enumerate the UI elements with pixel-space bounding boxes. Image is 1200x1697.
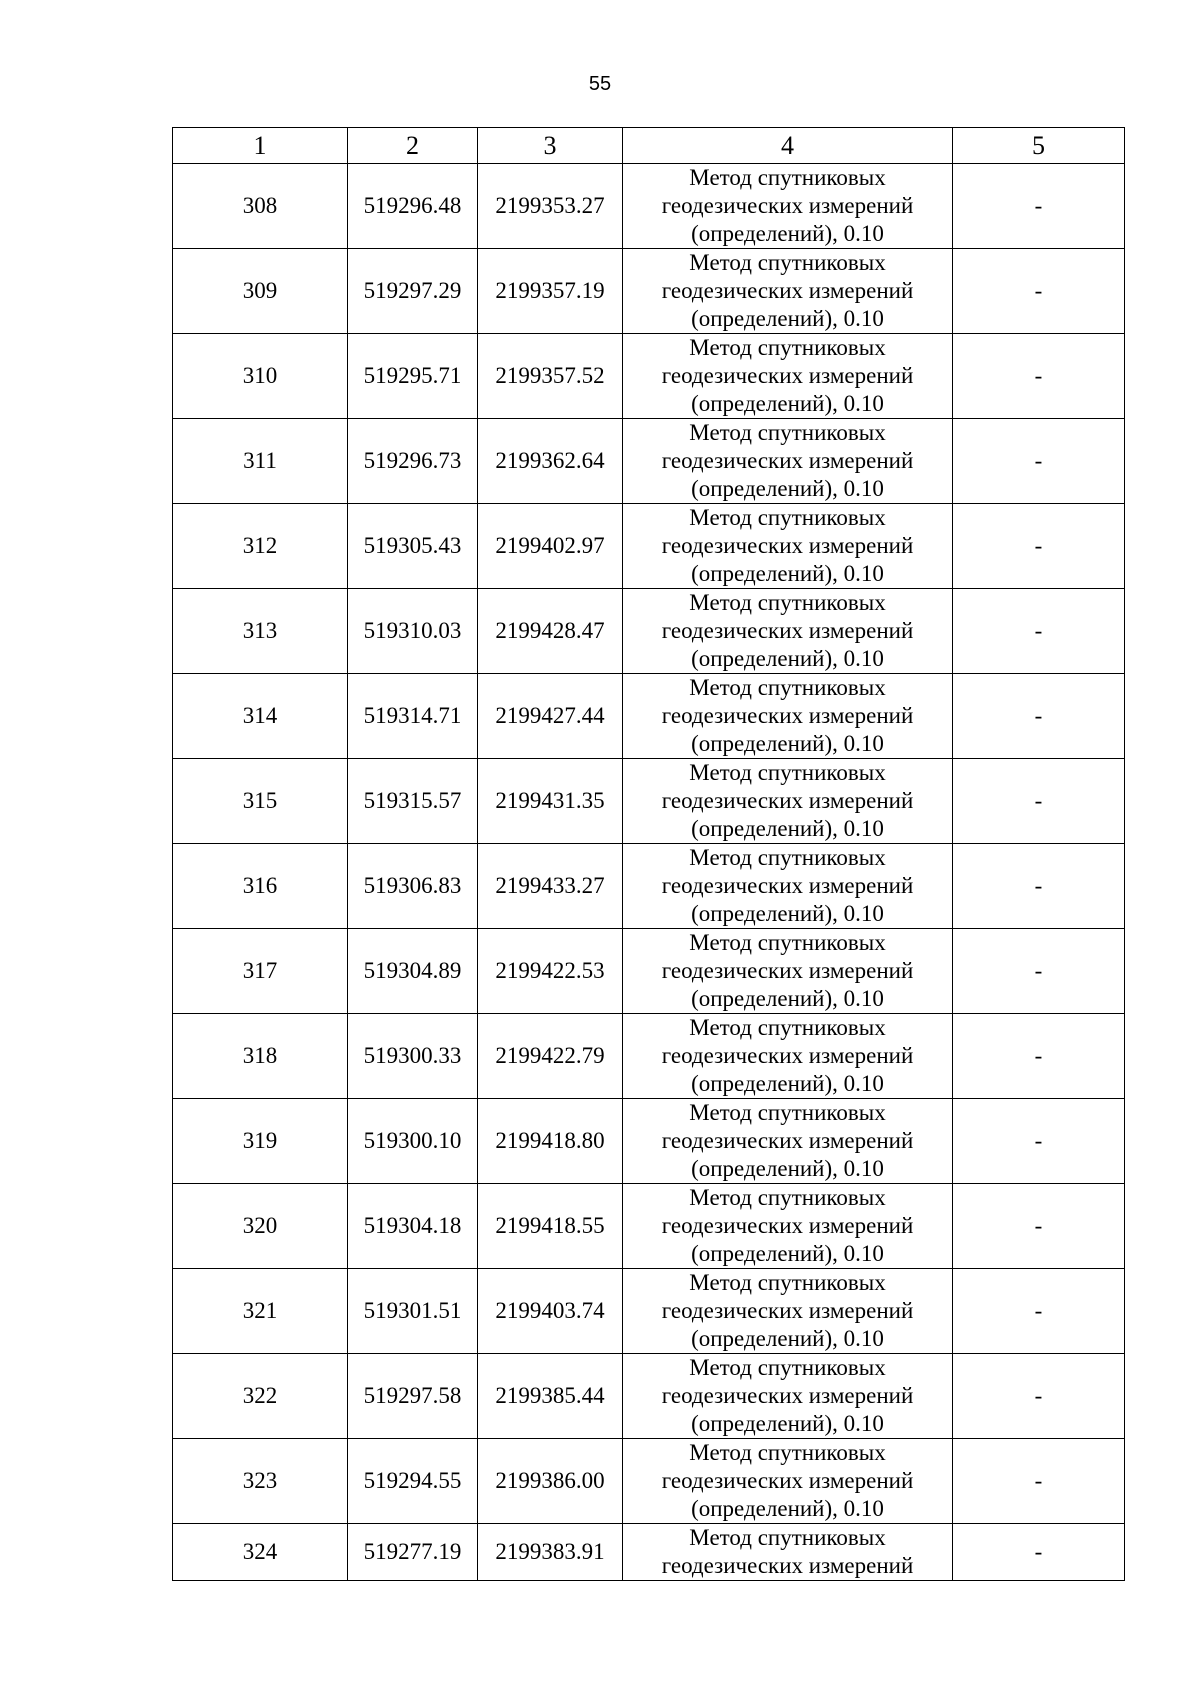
table-row <box>173 419 1125 504</box>
y-coordinate-cell: 2199353.27 <box>478 164 623 249</box>
method-line: Метод спутниковых <box>689 335 886 360</box>
table-row <box>173 929 1125 1014</box>
method-line: Метод спутниковых <box>689 1440 886 1465</box>
note-cell: - <box>953 1099 1125 1184</box>
note-cell: - <box>953 334 1125 419</box>
method-line: (определений), 0.10 <box>691 731 884 756</box>
method-line: Метод спутниковых <box>689 1355 886 1380</box>
x-coordinate-cell: 519301.51 <box>348 1269 478 1354</box>
method-line: Метод спутниковых <box>689 505 886 530</box>
table-row <box>173 589 1125 674</box>
table-row <box>173 1439 1125 1524</box>
x-coordinate-cell: 519306.83 <box>348 844 478 929</box>
method-cell <box>623 164 953 249</box>
method-line: геодезических измерений <box>661 1213 914 1238</box>
method-cell <box>623 1524 953 1581</box>
method-line: (определений), 0.10 <box>691 986 884 1011</box>
method-line: (определений), 0.10 <box>691 476 884 501</box>
table-row <box>173 1184 1125 1269</box>
y-coordinate-cell: 2199357.52 <box>478 334 623 419</box>
table-row <box>173 1014 1125 1099</box>
y-coordinate-cell: 2199386.00 <box>478 1439 623 1524</box>
x-coordinate-cell: 519304.18 <box>348 1184 478 1269</box>
method-line: геодезических измерений <box>661 1043 914 1068</box>
y-coordinate-cell: 2199383.91 <box>478 1524 623 1581</box>
y-coordinate-cell: 2199357.19 <box>478 249 623 334</box>
note-cell: - <box>953 1269 1125 1354</box>
method-cell <box>623 249 953 334</box>
point-number-cell: 321 <box>173 1269 348 1354</box>
method-line: Метод спутниковых <box>689 165 886 190</box>
method-line: Метод спутниковых <box>689 1100 886 1125</box>
method-line: Метод спутниковых <box>689 1525 886 1550</box>
point-number-cell: 318 <box>173 1014 348 1099</box>
point-number-cell: 311 <box>173 419 348 504</box>
method-line: (определений), 0.10 <box>691 1071 884 1096</box>
table-row <box>173 844 1125 929</box>
y-coordinate-cell: 2199418.80 <box>478 1099 623 1184</box>
method-cell <box>623 419 953 504</box>
header-cell-2: 2 <box>348 128 478 164</box>
method-line: Метод спутниковых <box>689 590 886 615</box>
y-coordinate-cell: 2199362.64 <box>478 419 623 504</box>
x-coordinate-cell: 519315.57 <box>348 759 478 844</box>
note-cell: - <box>953 674 1125 759</box>
method-line: (определений), 0.10 <box>691 221 884 246</box>
method-line: геодезических измерений <box>661 1468 914 1493</box>
note-cell: - <box>953 1184 1125 1269</box>
table-row <box>173 1269 1125 1354</box>
page-number: 55 <box>588 73 612 95</box>
y-coordinate-cell: 2199433.27 <box>478 844 623 929</box>
method-line: (определений), 0.10 <box>691 1496 884 1521</box>
x-coordinate-cell: 519305.43 <box>348 504 478 589</box>
header-cell-4: 4 <box>623 128 953 164</box>
method-line: геодезических измерений <box>661 788 914 813</box>
note-cell: - <box>953 1439 1125 1524</box>
note-cell: - <box>953 929 1125 1014</box>
x-coordinate-cell: 519296.48 <box>348 164 478 249</box>
header-cell-3: 3 <box>478 128 623 164</box>
header-cell-5: 5 <box>953 128 1125 164</box>
table-row <box>173 164 1125 249</box>
y-coordinate-cell: 2199422.53 <box>478 929 623 1014</box>
coordinates-table <box>172 127 1125 1581</box>
method-line: Метод спутниковых <box>689 250 886 275</box>
note-cell: - <box>953 844 1125 929</box>
y-coordinate-cell: 2199431.35 <box>478 759 623 844</box>
point-number-cell: 315 <box>173 759 348 844</box>
method-line: геодезических измерений <box>661 873 914 898</box>
x-coordinate-cell: 519297.58 <box>348 1354 478 1439</box>
header-row <box>173 128 1125 164</box>
note-cell: - <box>953 1014 1125 1099</box>
method-line: (определений), 0.10 <box>691 391 884 416</box>
point-number-cell: 324 <box>173 1524 348 1581</box>
method-cell <box>623 759 953 844</box>
method-line: геодезических измерений <box>661 958 914 983</box>
x-coordinate-cell: 519304.89 <box>348 929 478 1014</box>
method-line: (определений), 0.10 <box>691 816 884 841</box>
note-cell: - <box>953 759 1125 844</box>
method-line: Метод спутниковых <box>689 1185 886 1210</box>
method-line: геодезических измерений <box>661 448 914 473</box>
method-line: геодезических измерений <box>661 618 914 643</box>
x-coordinate-cell: 519310.03 <box>348 589 478 674</box>
method-line: геодезических измерений <box>661 363 914 388</box>
note-cell: - <box>953 419 1125 504</box>
point-number-cell: 322 <box>173 1354 348 1439</box>
method-cell <box>623 1184 953 1269</box>
note-cell: - <box>953 1524 1125 1581</box>
note-cell: - <box>953 589 1125 674</box>
table-row <box>173 1354 1125 1439</box>
y-coordinate-cell: 2199385.44 <box>478 1354 623 1439</box>
method-cell <box>623 674 953 759</box>
method-cell <box>623 929 953 1014</box>
method-line: геодезических измерений <box>661 1553 914 1578</box>
point-number-cell: 312 <box>173 504 348 589</box>
method-line: геодезических измерений <box>661 1383 914 1408</box>
method-line: Метод спутниковых <box>689 760 886 785</box>
method-line: геодезических измерений <box>661 533 914 558</box>
method-line: (определений), 0.10 <box>691 306 884 331</box>
method-line: (определений), 0.10 <box>691 1241 884 1266</box>
method-line: (определений), 0.10 <box>691 1411 884 1436</box>
note-cell: - <box>953 164 1125 249</box>
method-cell <box>623 1354 953 1439</box>
table-row <box>173 249 1125 334</box>
y-coordinate-cell: 2199403.74 <box>478 1269 623 1354</box>
point-number-cell: 316 <box>173 844 348 929</box>
table-row <box>173 759 1125 844</box>
method-cell <box>623 1099 953 1184</box>
method-cell <box>623 589 953 674</box>
y-coordinate-cell: 2199428.47 <box>478 589 623 674</box>
note-cell: - <box>953 504 1125 589</box>
method-cell <box>623 334 953 419</box>
table-row <box>173 504 1125 589</box>
method-cell <box>623 844 953 929</box>
method-line: (определений), 0.10 <box>691 901 884 926</box>
table-row <box>173 674 1125 759</box>
method-cell <box>623 504 953 589</box>
y-coordinate-cell: 2199402.97 <box>478 504 623 589</box>
point-number-cell: 308 <box>173 164 348 249</box>
x-coordinate-cell: 519295.71 <box>348 334 478 419</box>
method-cell <box>623 1439 953 1524</box>
point-number-cell: 323 <box>173 1439 348 1524</box>
x-coordinate-cell: 519297.29 <box>348 249 478 334</box>
x-coordinate-cell: 519314.71 <box>348 674 478 759</box>
x-coordinate-cell: 519296.73 <box>348 419 478 504</box>
method-line: Метод спутниковых <box>689 675 886 700</box>
point-number-cell: 313 <box>173 589 348 674</box>
method-line: Метод спутниковых <box>689 420 886 445</box>
y-coordinate-cell: 2199422.79 <box>478 1014 623 1099</box>
method-line: (определений), 0.10 <box>691 646 884 671</box>
header-cell-1: 1 <box>173 128 348 164</box>
table-row <box>173 1524 1125 1581</box>
note-cell: - <box>953 1354 1125 1439</box>
method-line: (определений), 0.10 <box>691 561 884 586</box>
point-number-cell: 317 <box>173 929 348 1014</box>
method-cell <box>623 1269 953 1354</box>
table-row <box>173 1099 1125 1184</box>
method-line: Метод спутниковых <box>689 1015 886 1040</box>
x-coordinate-cell: 519277.19 <box>348 1524 478 1581</box>
x-coordinate-cell: 519300.10 <box>348 1099 478 1184</box>
point-number-cell: 314 <box>173 674 348 759</box>
note-cell: - <box>953 249 1125 334</box>
method-line: геодезических измерений <box>661 278 914 303</box>
point-number-cell: 319 <box>173 1099 348 1184</box>
method-cell <box>623 1014 953 1099</box>
method-line: Метод спутниковых <box>689 845 886 870</box>
method-line: Метод спутниковых <box>689 930 886 955</box>
point-number-cell: 310 <box>173 334 348 419</box>
method-line: Метод спутниковых <box>689 1270 886 1295</box>
method-line: геодезических измерений <box>661 193 914 218</box>
method-line: (определений), 0.10 <box>691 1326 884 1351</box>
table-row <box>173 334 1125 419</box>
method-line: (определений), 0.10 <box>691 1156 884 1181</box>
method-line: геодезических измерений <box>661 703 914 728</box>
y-coordinate-cell: 2199427.44 <box>478 674 623 759</box>
table-body <box>173 164 1125 1581</box>
x-coordinate-cell: 519294.55 <box>348 1439 478 1524</box>
point-number-cell: 320 <box>173 1184 348 1269</box>
method-line: геодезических измерений <box>661 1298 914 1323</box>
y-coordinate-cell: 2199418.55 <box>478 1184 623 1269</box>
point-number-cell: 309 <box>173 249 348 334</box>
method-line: геодезических измерений <box>661 1128 914 1153</box>
x-coordinate-cell: 519300.33 <box>348 1014 478 1099</box>
